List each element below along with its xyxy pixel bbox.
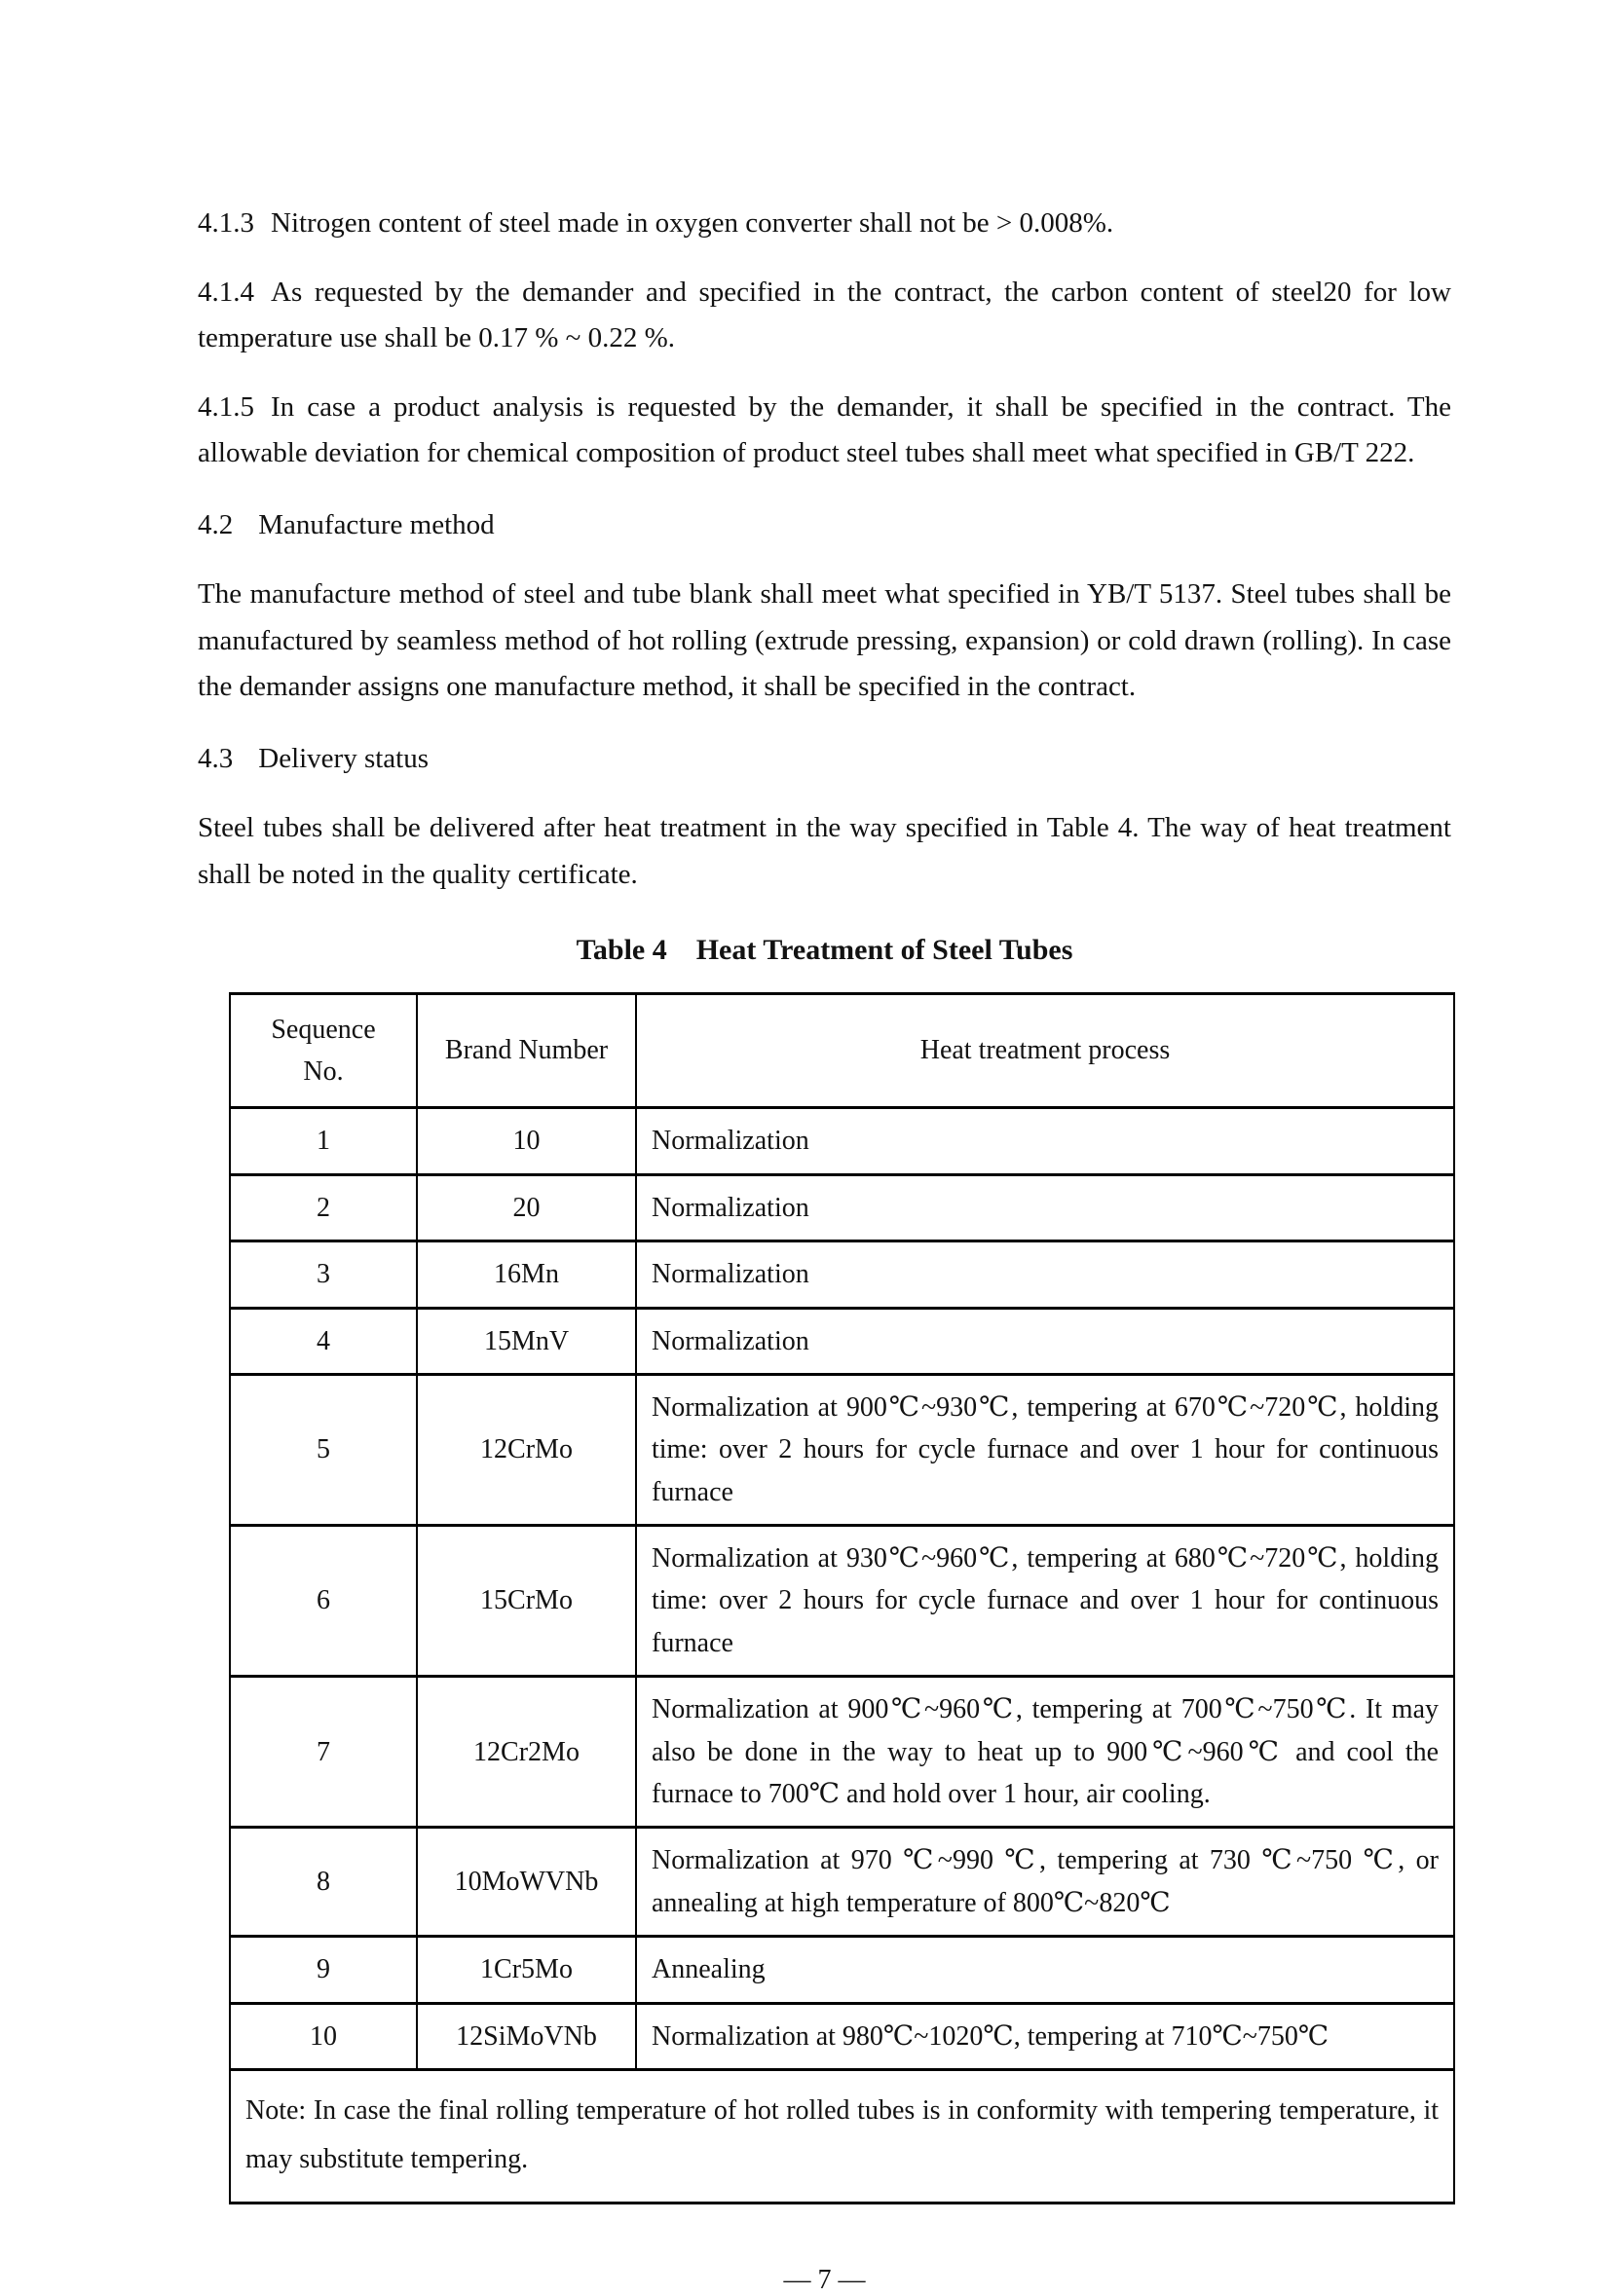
- table-title-text: Heat Treatment of Steel Tubes: [695, 933, 1073, 966]
- seq-cell: 9: [230, 1937, 417, 2003]
- brand-cell: 10: [417, 1108, 636, 1174]
- seq-cell: 10: [230, 2003, 417, 2069]
- table-row: [230, 1374, 1454, 1525]
- table-row: [230, 1828, 1454, 1937]
- header-sequence-no: [230, 993, 417, 1108]
- section-number: 4.3: [198, 742, 234, 774]
- section-4-1-4: [198, 270, 1451, 362]
- seq-cell: 5: [230, 1374, 417, 1525]
- table-title-label: Table 4: [576, 933, 667, 966]
- header-brand-number: Brand Number: [417, 993, 636, 1108]
- process-cell: Normalization: [636, 1108, 1454, 1174]
- brand-cell: 15MnV: [417, 1308, 636, 1374]
- heading-4-3: [198, 736, 1451, 783]
- paragraph-text: The manufacture method of steel and tube blank shall meet what specified in YB/T 5137. Steel tubes shall be manufactured by seamless method of hot rolling (extrude pressing, expansion) or cold drawn (rolling). In case the demander assigns one manufacture method, it shall be specified in the contract.: [198, 578, 1451, 703]
- brand-cell: 12Cr2Mo: [417, 1677, 636, 1828]
- section-number: 4.2: [198, 508, 234, 540]
- brand-cell: 16Mn: [417, 1241, 636, 1308]
- table-note: Note: In case the final rolling temperature of hot rolled tubes is in conformity with tempering temperature, it may substitute tempering.: [230, 2069, 1454, 2203]
- process-cell: Annealing: [636, 1937, 1454, 2003]
- seq-cell: 3: [230, 1241, 417, 1308]
- brand-cell: 1Cr5Mo: [417, 1937, 636, 2003]
- table-row: [230, 1108, 1454, 1174]
- table-row: [230, 1174, 1454, 1241]
- seq-cell: 7: [230, 1677, 417, 1828]
- section-number: 4.1.3: [198, 207, 254, 239]
- section-4-1-3: [198, 201, 1451, 247]
- seq-cell: 1: [230, 1108, 417, 1174]
- table-row: [230, 1241, 1454, 1308]
- header-sequence-line2: No.: [303, 1055, 344, 1087]
- process-cell: Normalization: [636, 1241, 1454, 1308]
- section-text: In case a product analysis is requested by the demander, it shall be specified in the contract. The allowable deviation for chemical composition of product steel tubes shall meet what specified in GB/T 222.: [198, 390, 1451, 469]
- seq-cell: 2: [230, 1174, 417, 1241]
- process-cell: Normalization at 900℃~960℃, tempering at 700℃~750℃. It may also be done in the way to heat up to 900℃~960℃ and cool the furnace to 700℃ and hold over 1 hour, air cooling.: [636, 1677, 1454, 1828]
- process-cell: Normalization at 900℃~930℃, tempering at 670℃~720℃, holding time: over 2 hours for cycle furnace and over 1 hour for continuous furnace: [636, 1374, 1454, 1525]
- heat-treatment-table: [229, 992, 1455, 2204]
- paragraph-delivery-status: [198, 805, 1451, 898]
- section-text: As requested by the demander and specified in the contract, the carbon content of steel20 for low temperature use shall be 0.17 % ~ 0.22 %.: [198, 276, 1451, 354]
- brand-cell: 12CrMo: [417, 1374, 636, 1525]
- table-row: [230, 1937, 1454, 2003]
- heading-text: Delivery status: [258, 742, 430, 774]
- paragraph-manufacture-method: [198, 572, 1451, 711]
- seq-cell: 8: [230, 1828, 417, 1937]
- process-cell: Normalization at 930℃~960℃, tempering at 680℃~720℃, holding time: over 2 hours for cycle furnace and over 1 hour for continuous furnace: [636, 1526, 1454, 1677]
- section-text: Nitrogen content of steel made in oxygen converter shall not be > 0.008%.: [271, 207, 1114, 239]
- header-sequence-line1: Sequence: [271, 1014, 376, 1045]
- brand-cell: 15CrMo: [417, 1526, 636, 1677]
- brand-cell: 12SiMoVNb: [417, 2003, 636, 2069]
- process-cell: Normalization: [636, 1174, 1454, 1241]
- process-cell: Normalization: [636, 1308, 1454, 1374]
- process-cell: Normalization at 970 ℃~990 ℃, tempering at 730 ℃~750 ℃, or annealing at high temperature of 800℃~820℃: [636, 1828, 1454, 1937]
- table-title: [198, 934, 1451, 967]
- paragraph-text: Steel tubes shall be delivered after heat treatment in the way specified in Table 4. The way of heat treatment shall be noted in the quality certificate.: [198, 812, 1451, 891]
- table-row: [230, 1308, 1454, 1374]
- brand-cell: 10MoWVNb: [417, 1828, 636, 1937]
- heading-4-2: [198, 502, 1451, 549]
- section-number: 4.1.4: [198, 276, 254, 308]
- brand-cell: 20: [417, 1174, 636, 1241]
- header-heat-treatment-process: Heat treatment process: [636, 993, 1454, 1108]
- process-cell: Normalization at 980℃~1020℃, tempering at 710℃~750℃: [636, 2003, 1454, 2069]
- table-note-row: [230, 2069, 1454, 2203]
- table-row: [230, 1526, 1454, 1677]
- section-number: 4.1.5: [198, 390, 254, 423]
- table-row: [230, 2003, 1454, 2069]
- section-4-1-5: [198, 385, 1451, 477]
- seq-cell: 4: [230, 1308, 417, 1374]
- page-number: — 7 —: [783, 2264, 866, 2295]
- heading-text: Manufacture method: [258, 508, 495, 540]
- seq-cell: 6: [230, 1526, 417, 1677]
- table-header-row: [230, 993, 1454, 1108]
- table-row: [230, 1677, 1454, 1828]
